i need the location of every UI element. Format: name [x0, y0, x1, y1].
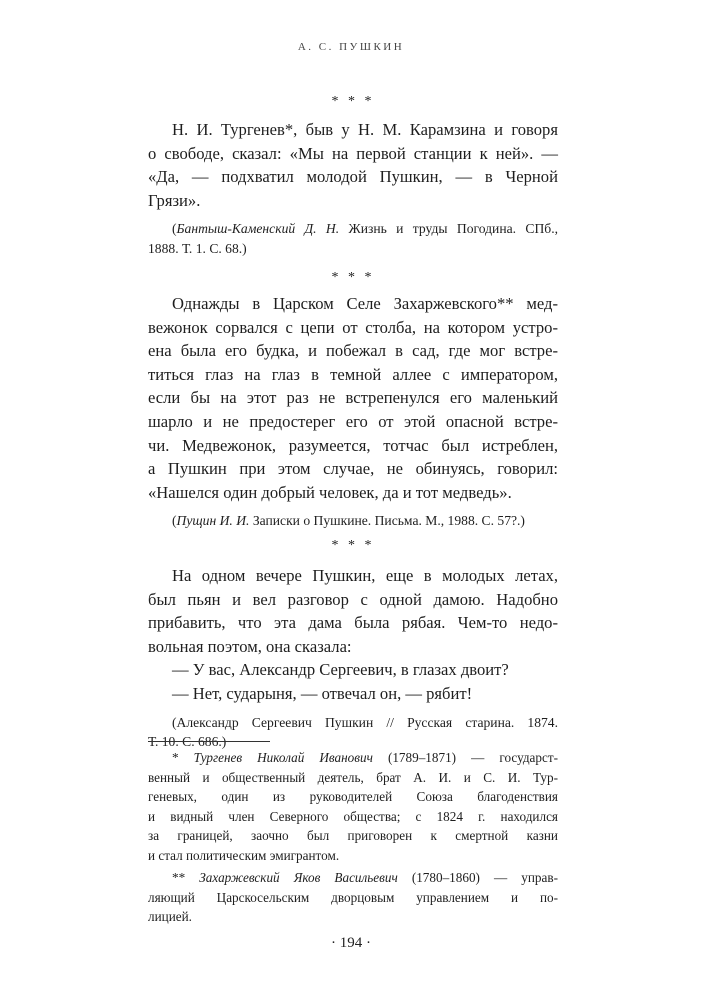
source-citation — [148, 713, 558, 752]
source-citation: (Бантыш-Каменский Д. Н. Жизнь и труды Погодина. СПб., 1888. Т. 1. С. 68.) — [148, 219, 558, 258]
text-line: о свободе, сказал: «Мы на первой станции к ней». — — [148, 143, 558, 163]
section-separator: * * * — [331, 270, 375, 285]
text-line: прибавить, что эта дама была рябая. Чем-то недо- — [148, 613, 558, 633]
text-line: шарло и не предостерег его от этой опасной встре- — [148, 411, 558, 431]
dialog-line: — Нет, сударыня, — отвечал он, — рябит! — [172, 683, 473, 703]
footnote-line: ляющий Царскосельским дворцовым управлением и по- — [148, 889, 558, 905]
source-line: (Александр Сергеевич Пушкин // Русская старина. 1874. — [172, 714, 558, 730]
source-title: Записки о Пушкине. Письма. М., 1988. С. 57?.) — [249, 513, 525, 529]
text-line: вежонок сорвался с цепи от столба, на котором устро- — [148, 317, 558, 337]
footnote-line: за границей, заочно был приговорен к смертной казни — [148, 828, 558, 843]
text-line: ена была его будка, и побежал в сад, где мог встре- — [148, 341, 558, 361]
source-author: Пущин И. И. — [176, 513, 250, 529]
anecdote-3 — [148, 564, 558, 752]
source-citation: (Пущин И. И. Записки о Пушкине. Письма. М., 1988. С. 57?.) — [172, 513, 525, 529]
footnote-line: лицией. — [148, 909, 192, 924]
text-line: На одном вечере Пушкин, еще в молодых летах, — [172, 566, 558, 585]
footnote-mark: * — [172, 750, 194, 765]
footnotes — [148, 748, 558, 927]
anecdote-text — [148, 118, 558, 212]
footnote-line: венный и общественный деятель, брат А. И. и С. И. Тур- — [148, 769, 558, 785]
footnote-line: и стал политическим эмигрантом. — [148, 847, 340, 863]
dialog-line: — У вас, Александр Сергеевич, в глазах двоит? — [172, 660, 509, 680]
anecdote-text — [148, 292, 558, 504]
text-line: если бы на этот раз не встрепенулся его маленький — [148, 388, 558, 408]
text-line: «Да, — подхватил молодой Пушкин, — в Черной — [148, 167, 558, 187]
source-line: Т. 10. С. 686.) — [148, 734, 227, 750]
text-line: Грязи». — [148, 190, 201, 210]
section-separator: * * * — [331, 538, 375, 553]
footnote-mark: ** — [172, 870, 200, 885]
anecdote-2 — [148, 292, 558, 531]
footnote-rule — [148, 741, 270, 742]
anecdote-text — [148, 564, 558, 706]
source-author: Бантыш-Каменский Д. Н. — [176, 221, 340, 237]
source-title: Жизнь и труды Погодина. СПб., — [339, 221, 558, 237]
text-line: вольная поэтом, она сказала: — [148, 636, 352, 656]
footnote-line: и видный член Северного общества; с 1824 г. находился — [148, 808, 558, 824]
text-line: Н. И. Тургенев*, быв у Н. М. Карамзина и говоря — [172, 120, 558, 139]
footnote-2: ** Захаржевский Яков Васильевич (1780–1860) — управ- ляющий Царскосельским дворцовым управлением и по- лицией. — [148, 868, 558, 927]
text-line: Однажды в Царском Селе Захаржевского** мед- — [172, 294, 558, 313]
footnote-name: Тургенев Николай Иванович — [193, 750, 373, 765]
text-line: «Нашелся один добрый человек, да и тот медведь». — [148, 482, 512, 502]
text-line: был пьян и вел разговор с одной дамою. Надобно — [148, 589, 558, 609]
section-separator: * * * — [331, 94, 375, 109]
text-line: а Пушкин при этом случае, не обинуясь, говорил: — [148, 459, 558, 479]
running-head: А. С. ПУШКИН — [297, 41, 405, 53]
footnote-name: Захаржевский Яков Васильевич — [199, 870, 398, 885]
footnote-1: * Тургенев Николай Иванович (1789–1871) — государст- венный и общественный деятель, брат А. И. и С. И. Тур- геневых, один из руководителей Союза благоденствия и видный член Северного общества; с 1824 г. находился за границей, заочно был приговорен к смертной казни и стал политическим эмигрантом. — [148, 748, 558, 865]
footnote-line: геневых, один из руководителей Союза благоденствия — [148, 789, 558, 804]
page-number: · 194 · — [331, 935, 371, 951]
anecdote-1 — [148, 118, 558, 258]
source-line: 1888. Т. 1. С. 68.) — [148, 240, 247, 256]
text-line: титься глаз на глаз в темной аллее с императором, — [148, 364, 558, 384]
text-line: чи. Медвежонок, разумеется, тотчас был истреблен, — [148, 435, 558, 455]
